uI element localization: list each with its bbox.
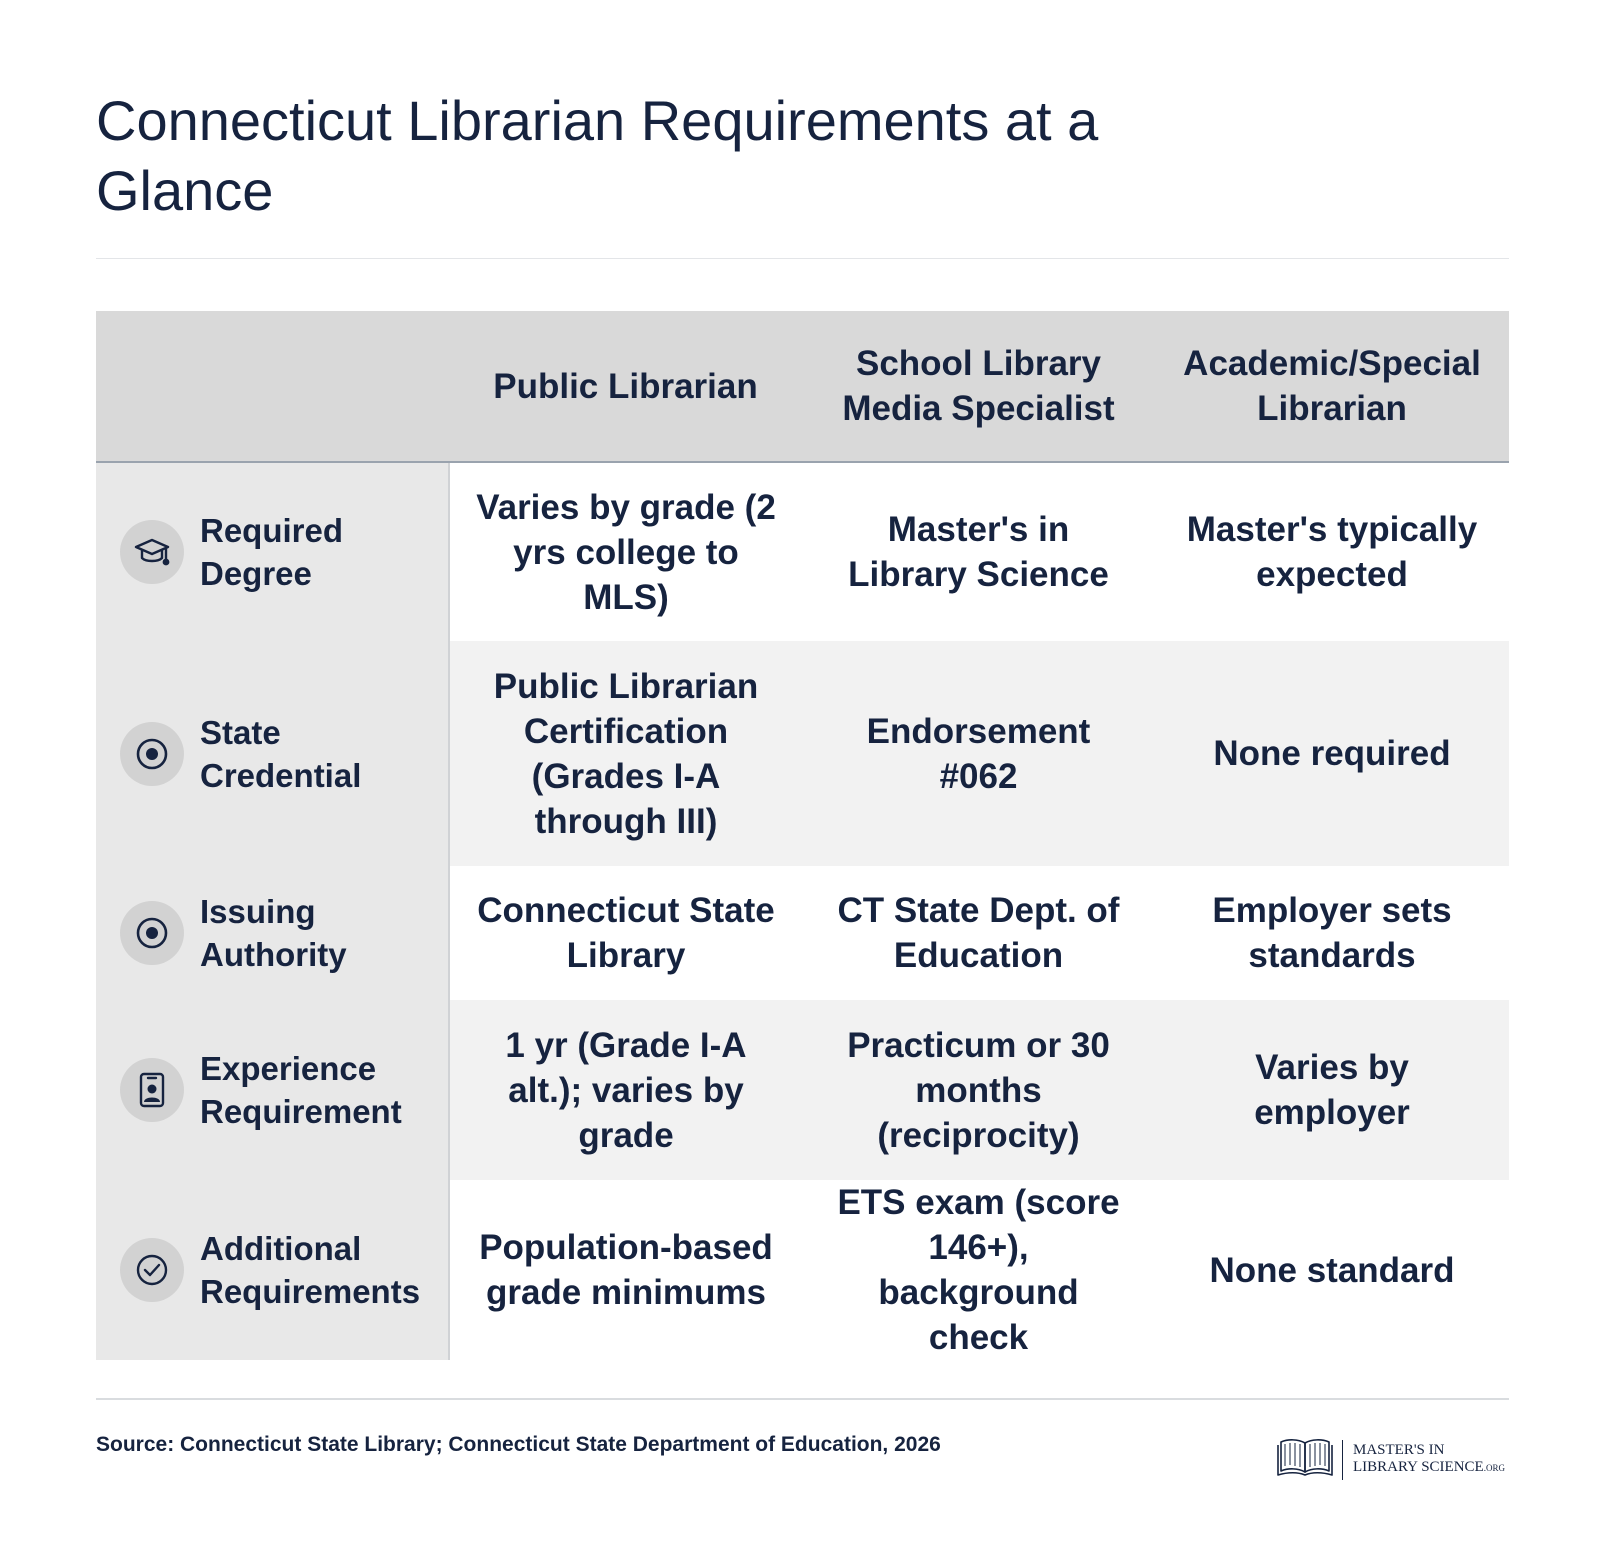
- source-note: Source: Connecticut State Library; Connecticut State Department of Education, 2026: [96, 1433, 941, 1456]
- row-label: Experience Requirement: [200, 1050, 402, 1130]
- row-label: State Credential: [200, 713, 362, 794]
- cell-academic-special-librarian: None standard: [1155, 1180, 1509, 1360]
- page-title: Connecticut Librarian Requirements at a Glance: [96, 89, 1099, 222]
- open-book-icon: [1276, 1435, 1334, 1484]
- id-card-icon: [120, 1058, 184, 1122]
- footer-divider: [96, 1398, 1509, 1400]
- row-header-required-degree: [96, 462, 449, 641]
- logo-separator: [1342, 1440, 1343, 1480]
- logo-suffix: .ORG: [1483, 1463, 1505, 1473]
- cell-public-librarian: Connecticut State Library: [449, 866, 802, 1000]
- column-header-academic-special-librarian: Academic/Special Librarian: [1155, 311, 1509, 462]
- column-header-school-library-media-specialist: School Library Media Specialist: [802, 311, 1155, 462]
- cell-school-library-media-specialist: CT State Dept. of Education: [802, 866, 1155, 1000]
- cell-academic-special-librarian: Employer sets standards: [1155, 866, 1509, 1000]
- logo-line-2: LIBRARY SCIENCE: [1353, 1459, 1484, 1475]
- row-label: Required Degree: [200, 512, 344, 592]
- cell-public-librarian: Population-based grade minimums: [449, 1180, 802, 1360]
- cell-school-library-media-specialist: Practicum or 30 months (reciprocity): [802, 1000, 1155, 1180]
- badge-icon: [120, 722, 184, 786]
- row-header-experience-requirement: [96, 1000, 449, 1180]
- logo-wordmark: [1353, 1442, 1505, 1477]
- check-circle-icon: [120, 1238, 184, 1302]
- cell-school-library-media-specialist: Master's in Library Science: [802, 462, 1155, 641]
- cell-public-librarian: Public Librarian Certification (Grades I-A through III): [449, 641, 802, 866]
- title-divider: [96, 258, 1509, 259]
- badge-icon: [120, 901, 184, 965]
- graduation-cap-icon: [120, 520, 184, 584]
- row-label: Additional Requirements: [200, 1230, 421, 1310]
- row-header-issuing-authority: [96, 866, 449, 1000]
- cell-academic-special-librarian: Master's typically expected: [1155, 462, 1509, 641]
- table-row: [96, 866, 1509, 1000]
- table-row: [96, 641, 1509, 866]
- logo-line-1: MASTER'S IN: [1353, 1442, 1445, 1458]
- table-row: [96, 1000, 1509, 1180]
- table-row: [96, 1180, 1509, 1360]
- row-label: Issuing Authority: [200, 893, 347, 973]
- cell-academic-special-librarian: None required: [1155, 641, 1509, 866]
- table-header-row: [96, 311, 1509, 462]
- cell-public-librarian: Varies by grade (2 yrs college to MLS): [449, 462, 802, 641]
- cell-school-library-media-specialist: Endorsement #062: [802, 641, 1155, 866]
- row-header-additional-requirements: [96, 1180, 449, 1360]
- row-header-state-credential: [96, 641, 449, 866]
- requirements-table: [96, 311, 1509, 1360]
- site-logo: [1276, 1435, 1505, 1484]
- table-row: [96, 462, 1509, 641]
- cell-academic-special-librarian: Varies by employer: [1155, 1000, 1509, 1180]
- column-header-blank: [96, 311, 449, 462]
- cell-public-librarian: 1 yr (Grade I-A alt.); varies by grade: [449, 1000, 802, 1180]
- cell-school-library-media-specialist: ETS exam (score 146+), background check: [802, 1180, 1155, 1360]
- column-header-public-librarian: Public Librarian: [449, 311, 802, 462]
